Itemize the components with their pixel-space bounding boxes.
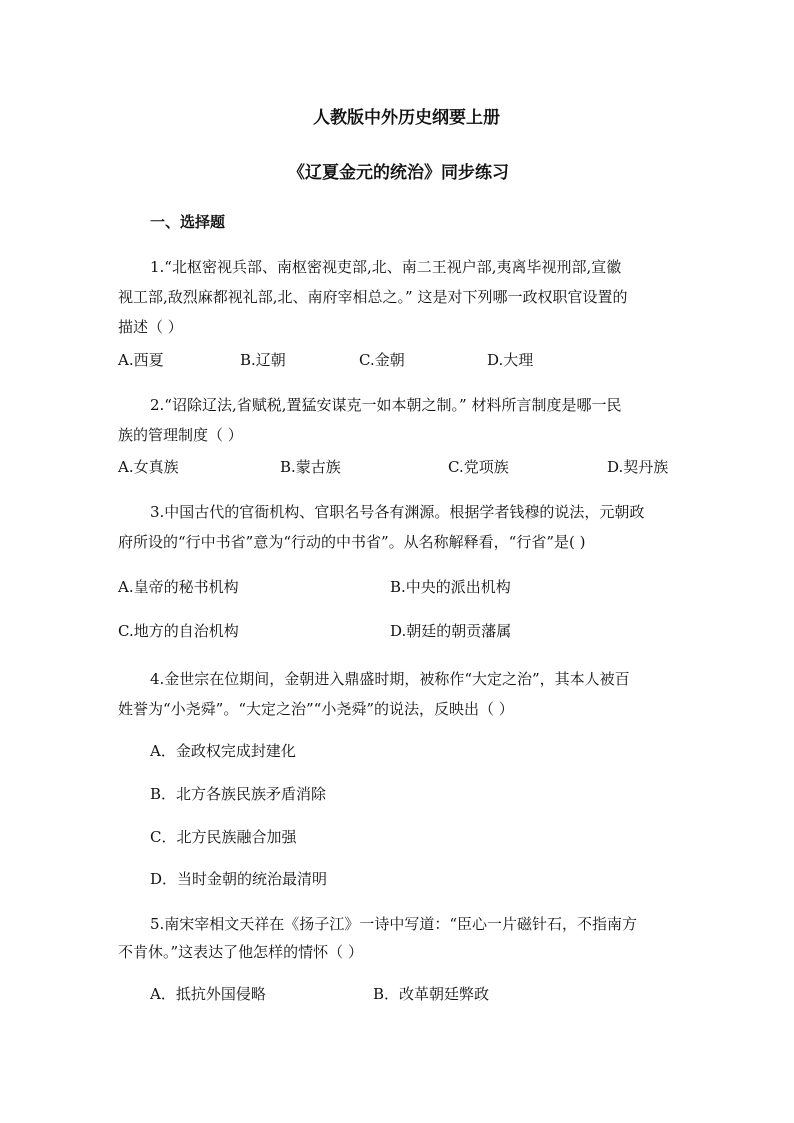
option-d: D.契丹族 <box>607 458 669 476</box>
option-b: B．北方各族民族矛盾消除 <box>150 785 327 803</box>
option-a: A.西夏 <box>118 351 164 369</box>
question-text: 视工部,敌烈麻都视礼部,北、南府宰相总之。” 这是对下列哪一政权职官设置的 <box>118 288 628 306</box>
question-text: 2.“诏除辽法,省赋税,置猛安谋克一如本朝之制。” 材料所言制度是哪一民 <box>150 396 622 414</box>
option-b: B．改革朝廷弊政 <box>373 985 490 1003</box>
option-c: C.党项族 <box>448 458 509 476</box>
question-text: 4.金世宗在位期间，金朝进入鼎盛时期，被称作“大定之治”，其本人被百 <box>150 670 630 688</box>
question-text: 族的管理制度（ ） <box>118 426 243 444</box>
option-b: B.中央的派出机构 <box>390 578 511 596</box>
question-text: 描述（ ） <box>118 318 183 336</box>
section-heading: 一、选择题 <box>150 213 226 231</box>
question-text: 姓誉为“小尧舜”。“大定之治”“小尧舜”的说法，反映出（ ） <box>118 700 514 718</box>
option-c: C.金朝 <box>359 351 405 369</box>
option-a: A．抵抗外国侵略 <box>150 985 266 1003</box>
option-d: D.大理 <box>487 351 534 369</box>
question-text: 府所设的“行中书省”意为“行动的中书省”。从名称解释看，“行省”是( ) <box>118 533 586 551</box>
option-b: B.蒙古族 <box>280 458 341 476</box>
option-b: B.辽朝 <box>240 351 286 369</box>
option-c: C．北方民族融合加强 <box>150 828 297 846</box>
option-a: A.皇帝的秘书机构 <box>118 578 239 596</box>
question-text: 5.南宋宰相文天祥在《扬子江》一诗中写道：“臣心一片磁针石，不指南方 <box>150 915 637 933</box>
option-a: A．金政权完成封建化 <box>150 742 296 760</box>
question-text: 不肯休。”这表达了他怎样的情怀（ ） <box>118 943 363 961</box>
question-text: 3.中国古代的官衙机构、官职名号各有渊源。根据学者钱穆的说法，元朝政 <box>150 503 645 521</box>
doc-subtitle: 《辽夏金元的统治》同步练习 <box>288 163 509 183</box>
option-d: D.朝廷的朝贡藩属 <box>390 622 512 640</box>
doc-title: 人教版中外历史纲要上册 <box>313 108 500 128</box>
option-c: C.地方的自治机构 <box>118 622 239 640</box>
option-a: A.女真族 <box>118 458 179 476</box>
question-text: 1.“北枢密视兵部、南枢密视吏部,北、南二王视户部,夷离毕视刑部,宣徽 <box>150 258 622 276</box>
option-d: D．当时金朝的统治最清明 <box>150 870 328 888</box>
